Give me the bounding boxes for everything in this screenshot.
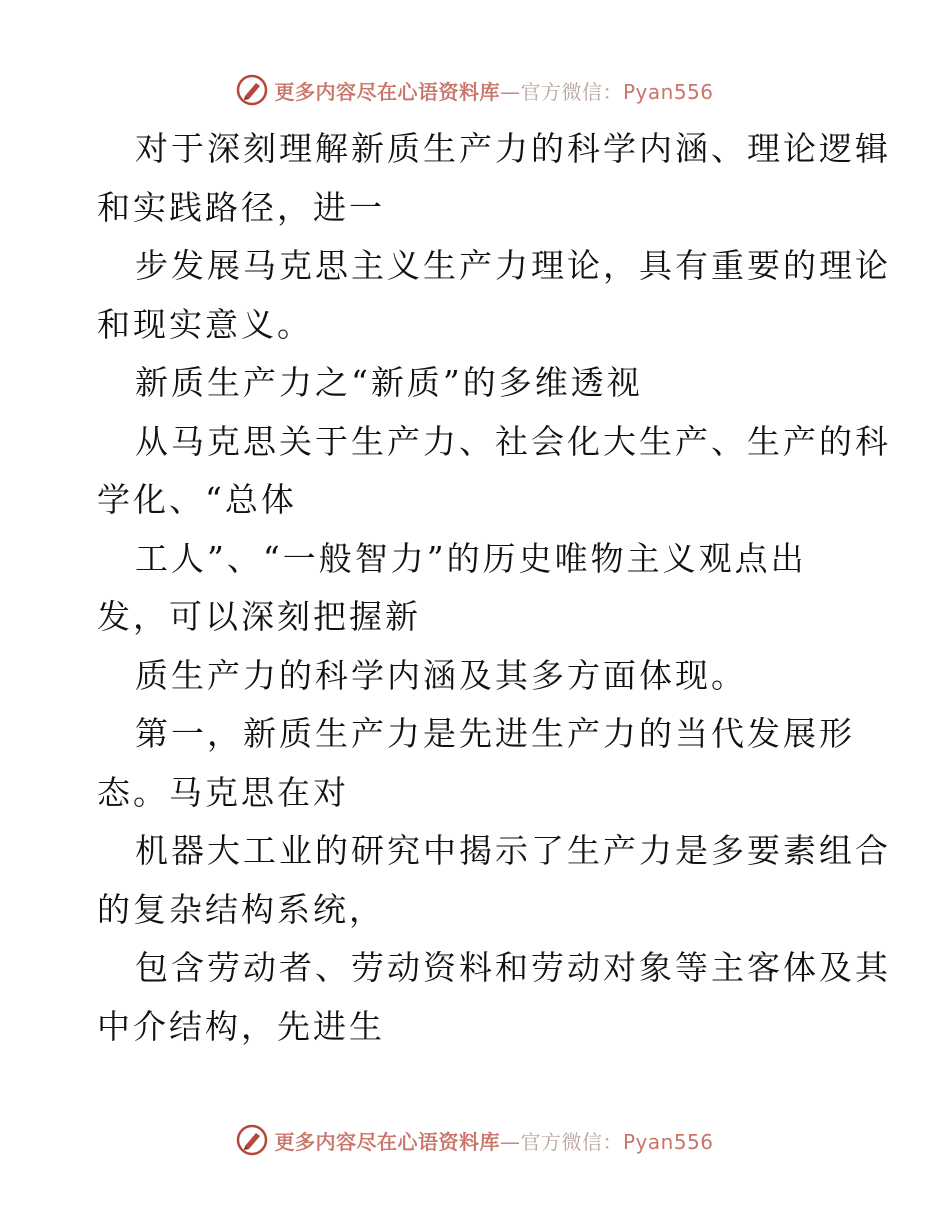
body-line: 步发展马克思主义生产力理论，具有重要的理论: [135, 246, 891, 285]
body-line: 和实践路径，进一: [97, 187, 385, 227]
body-line: 第一，新质生产力是先进生产力的当代发展形: [135, 714, 855, 753]
pen-logo-icon: [236, 1124, 268, 1156]
body-line: 包含劳动者、劳动资料和劳动对象等主客体及其: [135, 948, 891, 987]
footer-banner-sub: 官方微信：: [520, 1129, 623, 1154]
body-line: 学化、“总体: [97, 480, 297, 519]
header-banner: [0, 70, 950, 110]
pen-logo-icon: [236, 74, 268, 106]
footer-banner-main: 更多内容尽在心语资料库: [274, 1129, 500, 1154]
body-line: 态。马克思在对: [97, 772, 349, 812]
body-line: 和现实意义。: [97, 304, 313, 344]
section-heading: 新质生产力之“新质”的多维透视: [135, 363, 643, 402]
body-line: 的复杂结构系统，: [97, 889, 385, 929]
body-line: 质生产力的科学内涵及其多方面体现。: [135, 655, 747, 695]
header-banner-dash: —: [499, 79, 521, 104]
body-line: 中介结构，先进生: [97, 1006, 385, 1046]
document-body: [97, 120, 891, 1056]
footer-banner: [0, 1120, 950, 1160]
body-line: 机器大工业的研究中揭示了生产力是多要素组合: [135, 831, 891, 870]
body-line: 对于深刻理解新质生产力的科学内涵、理论逻辑: [135, 129, 891, 168]
footer-banner-text: [274, 1126, 713, 1155]
header-banner-main: 更多内容尽在心语资料库: [274, 79, 500, 104]
body-line: 从马克思关于生产力、社会化大生产、生产的科: [135, 421, 891, 461]
footer-banner-account: Pyan556: [622, 1129, 714, 1154]
header-banner-text: [274, 76, 713, 105]
body-line: 发，可以深刻把握新: [97, 597, 421, 636]
footer-banner-dash: —: [499, 1129, 521, 1154]
body-line: 工人”、“一般智力”的历史唯物主义观点出: [135, 538, 807, 578]
header-banner-sub: 官方微信：: [520, 79, 623, 104]
header-banner-account: Pyan556: [622, 79, 714, 104]
